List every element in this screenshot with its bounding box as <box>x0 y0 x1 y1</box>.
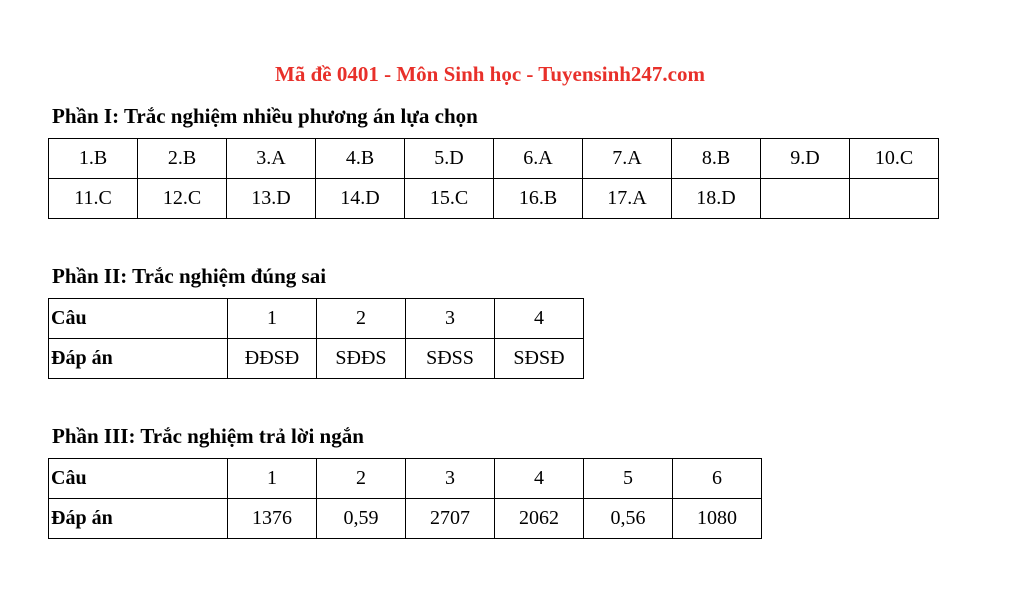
answer-cell: 3.A <box>227 139 316 179</box>
answer-cell: 6.A <box>494 139 583 179</box>
table-row <box>49 299 584 339</box>
row-label-answer: Đáp án <box>49 499 228 539</box>
table-row <box>49 139 939 179</box>
answer-cell: 13.D <box>227 179 316 219</box>
answer-value: SĐSS <box>406 339 495 379</box>
question-number: 1 <box>228 459 317 499</box>
answer-cell: 10.C <box>850 139 939 179</box>
question-number: 5 <box>584 459 673 499</box>
answer-value: 0,56 <box>584 499 673 539</box>
answer-cell-empty <box>761 179 850 219</box>
answer-value: 1376 <box>228 499 317 539</box>
question-number: 3 <box>406 299 495 339</box>
answer-cell: 1.B <box>49 139 138 179</box>
question-number: 3 <box>406 459 495 499</box>
question-number: 6 <box>673 459 762 499</box>
question-number: 4 <box>495 459 584 499</box>
question-number: 2 <box>317 299 406 339</box>
part2-heading: Phần II: Trắc nghiệm đúng sai <box>52 264 327 288</box>
answer-cell: 17.A <box>583 179 672 219</box>
table-row <box>49 179 939 219</box>
answer-cell: 5.D <box>405 139 494 179</box>
answer-cell: 7.A <box>583 139 672 179</box>
question-number: 2 <box>317 459 406 499</box>
row-label-question: Câu <box>49 459 228 499</box>
part2-answer-table <box>48 298 584 379</box>
document-title: Mã đề 0401 - Môn Sinh học - Tuyensinh247.com <box>275 62 705 86</box>
answer-value: SĐSĐ <box>495 339 584 379</box>
answer-cell: 9.D <box>761 139 850 179</box>
answer-value: SĐĐS <box>317 339 406 379</box>
part3-heading: Phần III: Trắc nghiệm trả lời ngắn <box>52 424 364 448</box>
answer-value: 1080 <box>673 499 762 539</box>
answer-cell: 15.C <box>405 179 494 219</box>
part1-heading: Phần I: Trắc nghiệm nhiều phương án lựa chọn <box>52 104 478 128</box>
question-number: 1 <box>228 299 317 339</box>
answer-cell-empty <box>850 179 939 219</box>
answer-value: 2707 <box>406 499 495 539</box>
table-row <box>49 339 584 379</box>
table-row <box>49 499 762 539</box>
answer-value: 2062 <box>495 499 584 539</box>
row-label-answer: Đáp án <box>49 339 228 379</box>
table-row <box>49 459 762 499</box>
answer-cell: 4.B <box>316 139 405 179</box>
answer-cell: 8.B <box>672 139 761 179</box>
answer-cell: 14.D <box>316 179 405 219</box>
part3-answer-table <box>48 458 762 539</box>
answer-cell: 16.B <box>494 179 583 219</box>
answer-value: ĐĐSĐ <box>228 339 317 379</box>
answer-cell: 12.C <box>138 179 227 219</box>
answer-value: 0,59 <box>317 499 406 539</box>
answer-cell: 2.B <box>138 139 227 179</box>
question-number: 4 <box>495 299 584 339</box>
answer-cell: 18.D <box>672 179 761 219</box>
part1-answer-table <box>48 138 939 219</box>
row-label-question: Câu <box>49 299 228 339</box>
answer-cell: 11.C <box>49 179 138 219</box>
